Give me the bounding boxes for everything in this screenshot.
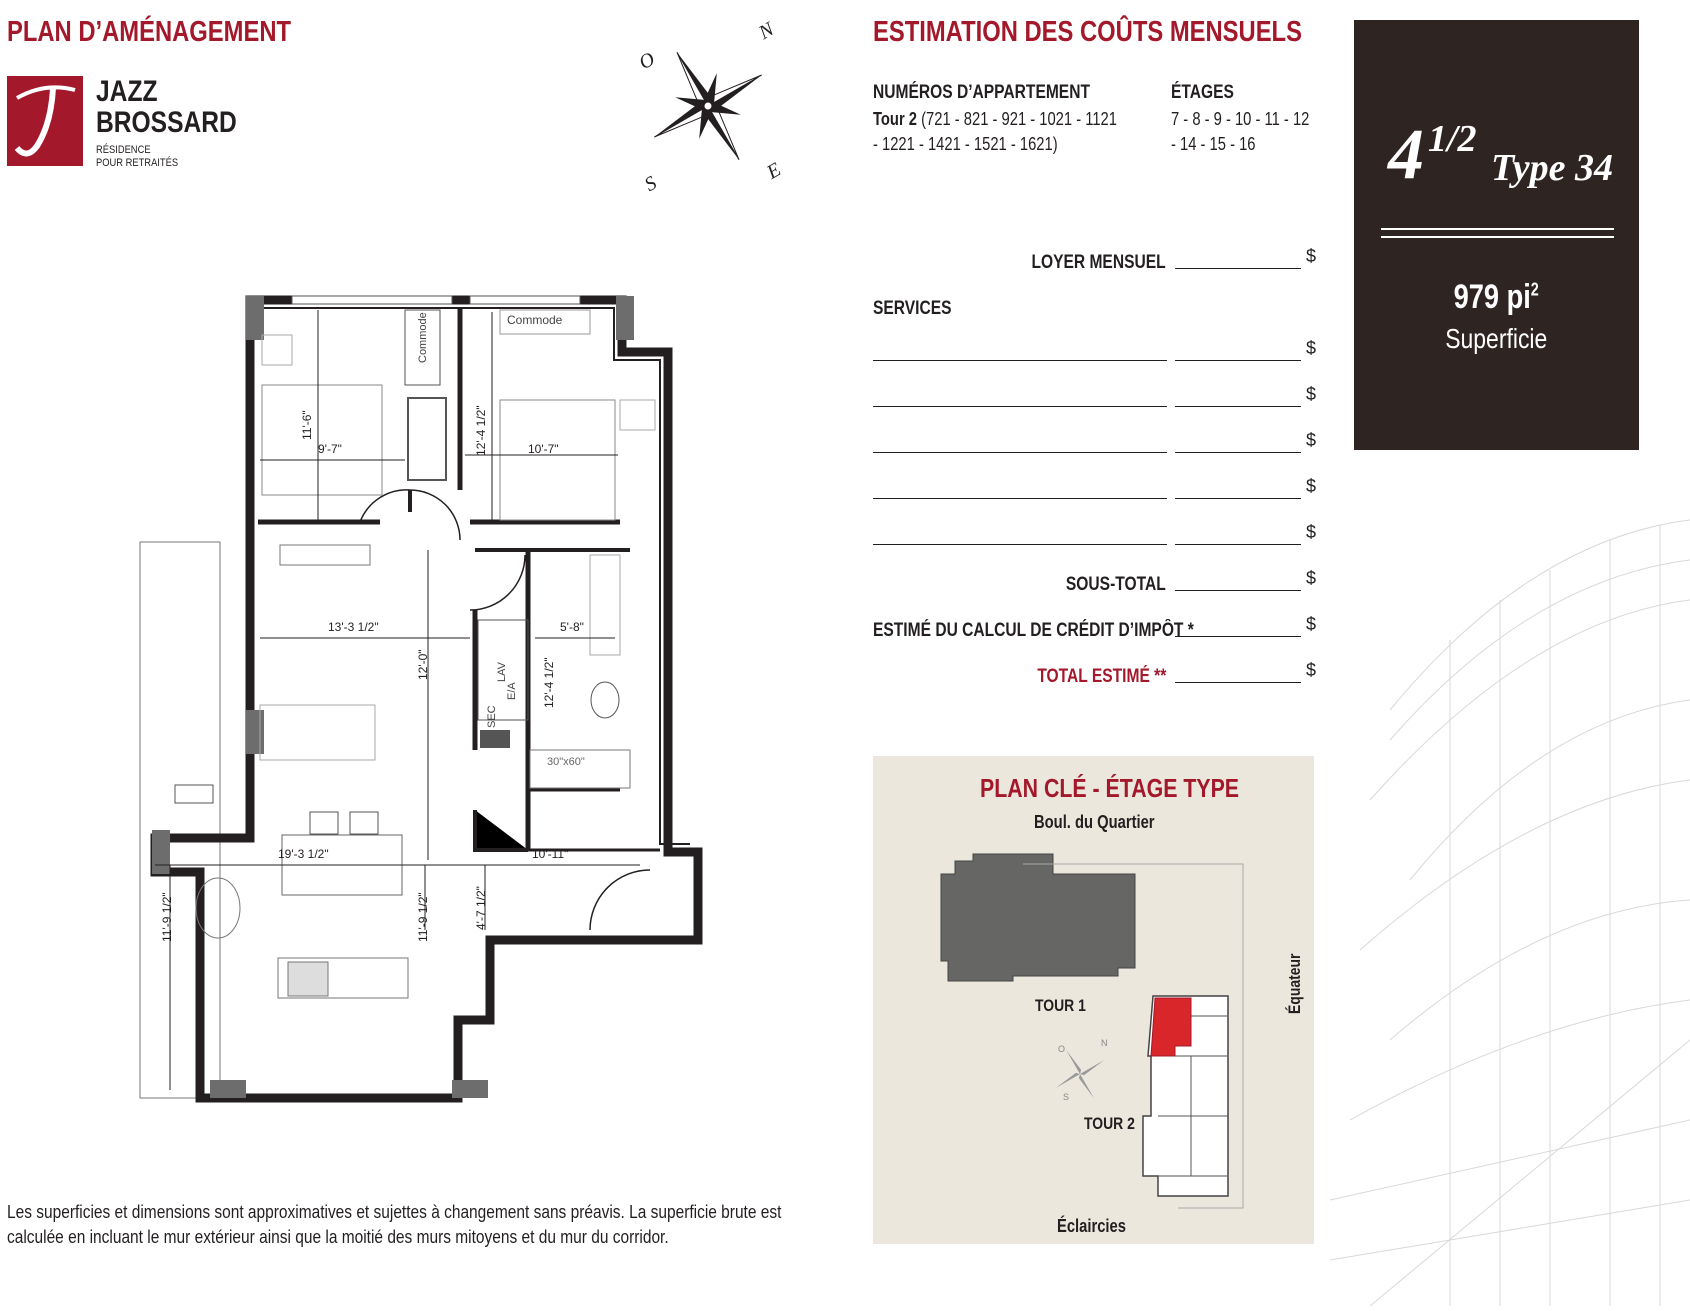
area-number: 979 pi [1453, 278, 1532, 316]
dim-bed1-width: 9'-7" [318, 442, 342, 456]
area-value [1354, 278, 1639, 317]
costs-title: ESTIMATION DES COÛTS MENSUELS [873, 16, 1302, 48]
area-label-text: Superficie [1445, 323, 1548, 354]
service-name-field-2[interactable] [873, 406, 1167, 407]
services-label: SERVICES [873, 298, 952, 319]
logo-sub1: RÉSIDENCE [96, 144, 151, 156]
closet-label-2: Commode [507, 313, 563, 327]
dim-bath-width: 5'-8" [560, 620, 584, 634]
service-amount-field-4[interactable] [1175, 498, 1301, 499]
decorative-sketch [1330, 480, 1690, 1306]
apt-header: NUMÉROS D’APPARTEMENT [873, 82, 1090, 103]
dim-bath-depth: 12'-4 1/2" [542, 657, 556, 708]
shower-label: 30"x60" [547, 756, 585, 768]
dim-kitchen-width: 19'-3 1/2" [278, 847, 329, 861]
key-plan-panel [873, 756, 1314, 1244]
rent-label: LOYER MENSUEL [1031, 252, 1166, 273]
laundry-lav-label: LAV [496, 662, 508, 682]
divider-2 [1381, 236, 1614, 238]
apt-line2: - 1221 - 1421 - 1521 - 1621) [873, 134, 1058, 154]
service-currency-1: $ [1306, 338, 1317, 358]
service-currency-2: $ [1306, 384, 1317, 404]
street-top: Boul. du Quartier [1034, 812, 1155, 832]
service-amount-field-3[interactable] [1175, 452, 1301, 453]
street-right: Équateur [1285, 953, 1304, 1014]
apt-tower: Tour 2 [873, 109, 918, 129]
compass-s: S [640, 172, 661, 197]
apt-line1 [873, 107, 1117, 132]
divider-1 [1381, 228, 1614, 230]
logo-line1: JAZZ [96, 75, 158, 108]
dim-bed2-depth: 12'-4 1/2" [474, 405, 488, 456]
dim-kitchen-depth: 11'-9 1/2" [416, 892, 430, 942]
compass-rose-icon [628, 18, 788, 197]
service-currency-5: $ [1306, 522, 1317, 542]
area-sup: 2 [1531, 279, 1540, 300]
total-field[interactable] [1175, 682, 1301, 683]
footnote-line1: Les superficies et dimensions sont approximatives et sujettes à changement sans préavis. La superficie brute est [7, 1202, 782, 1222]
key-compass-o: O [1058, 1044, 1066, 1054]
key-plan-title: PLAN CLÉ - ÉTAGE TYPE [980, 773, 1240, 803]
closet-label-1: Commode [417, 312, 429, 363]
dim-entry-width: 10'-11" [532, 847, 569, 861]
subtotal-label: SOUS-TOTAL [1066, 574, 1166, 595]
compass-o: O [635, 47, 659, 75]
rent-currency: $ [1306, 246, 1317, 266]
dim-entry-depth: 4'-7 1/2" [474, 886, 488, 930]
apartment-type-box [1354, 20, 1639, 450]
logo-line2: BROSSARD [96, 106, 237, 139]
service-amount-field-2[interactable] [1175, 406, 1301, 407]
dim-living-depth: 12'-0" [416, 649, 430, 680]
subtotal-currency: $ [1306, 568, 1317, 588]
plan-title: PLAN D’AMÉNAGEMENT [7, 16, 292, 48]
floors-line2: - 14 - 15 - 16 [1171, 134, 1256, 154]
dim-living-width: 13'-3 1/2" [328, 620, 379, 634]
street-bottom: Éclaircies [1057, 1216, 1126, 1236]
floors-line1: 7 - 8 - 9 - 10 - 11 - 12 [1171, 109, 1310, 129]
subtotal-field[interactable] [1175, 590, 1301, 591]
service-name-field-3[interactable] [873, 452, 1167, 453]
service-currency-4: $ [1306, 476, 1317, 496]
logo-sub2: POUR RETRAITÉS [96, 157, 179, 169]
dim-dining-depth: 11'-9 1/2" [160, 892, 174, 942]
tax-credit-currency: $ [1306, 614, 1317, 634]
tax-credit-label: ESTIMÉ DU CALCUL DE CRÉDIT D’IMPÔT * [873, 620, 1194, 641]
laundry-ea-label: E/A [506, 682, 518, 700]
service-amount-field-1[interactable] [1175, 360, 1301, 361]
key-compass-s: S [1063, 1092, 1070, 1102]
logo-mark [7, 76, 83, 166]
rent-field[interactable] [1175, 268, 1301, 269]
service-amount-field-5[interactable] [1175, 544, 1301, 545]
total-currency: $ [1306, 660, 1317, 680]
service-name-field-4[interactable] [873, 498, 1167, 499]
apt-numbers-1: (721 - 821 - 921 - 1021 - 1121 [921, 109, 1117, 129]
jazz-brossard-logo [7, 76, 83, 166]
compass-n: N [755, 18, 778, 44]
service-name-field-5[interactable] [873, 544, 1167, 545]
rooms-fraction: 1/2 [1428, 118, 1477, 160]
tower1-label: TOUR 1 [1035, 996, 1086, 1015]
compass-e: E [763, 158, 785, 184]
laundry-sec-label: SEC [486, 705, 498, 728]
area-label [1354, 323, 1639, 355]
service-currency-3: $ [1306, 430, 1317, 450]
dim-bed2-width: 10'-7" [528, 442, 559, 456]
total-label: TOTAL ESTIMÉ ** [1037, 666, 1166, 687]
tax-credit-field[interactable] [1175, 636, 1301, 637]
floor-plan [60, 290, 720, 1130]
tower2-label: TOUR 2 [1084, 1114, 1135, 1133]
type-label: Type 34 [1491, 147, 1614, 189]
footnote-line2: calculée en incluant le mur extérieur ainsi que la moitié des murs mitoyens et du mur du corridor. [7, 1227, 669, 1247]
floors-header: ÉTAGES [1171, 82, 1234, 103]
rooms-whole: 4 [1388, 114, 1424, 194]
dim-bed1-depth: 11'-6" [300, 410, 314, 440]
service-name-field-1[interactable] [873, 360, 1167, 361]
key-compass-n: N [1101, 1038, 1108, 1048]
